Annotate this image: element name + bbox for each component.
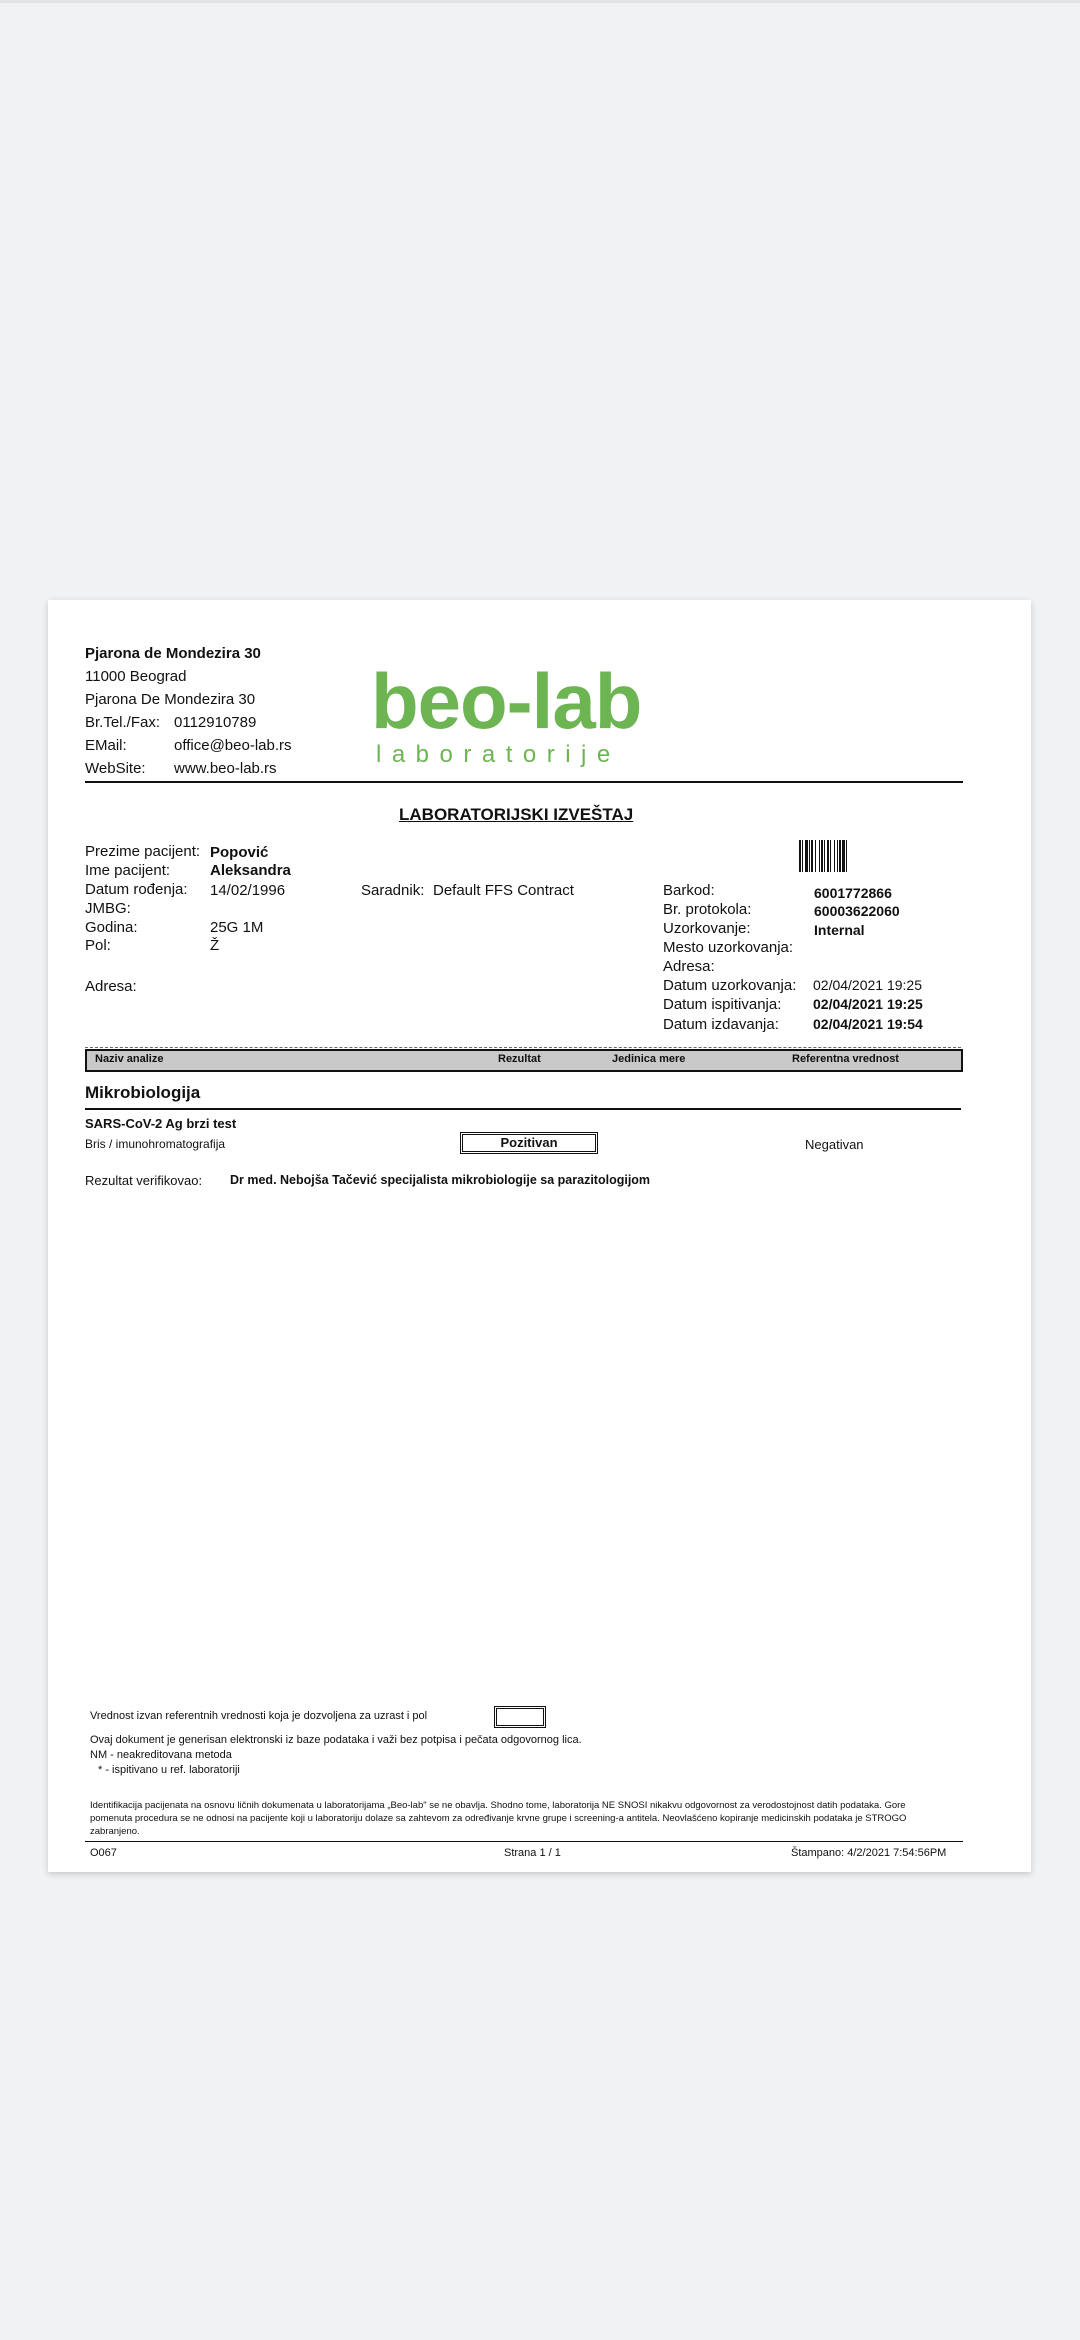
top-edge — [0, 0, 1080, 3]
jmbg-label: JMBG: — [85, 900, 131, 917]
electronic-document-note: Ovaj dokument je generisan elektronski iz baze podataka i važi bez potpisa i pečata odgovornog lica. — [90, 1734, 582, 1746]
column-header-name: Naziv analize — [95, 1053, 164, 1065]
surname-value: Popović — [210, 844, 269, 861]
web-value: www.beo-lab.rs — [174, 760, 277, 777]
sampling-place-label: Mesto uzorkovanja: — [663, 939, 794, 956]
section-title: Mikrobiologija — [85, 1083, 201, 1102]
associate-label: Saradnik: — [361, 882, 425, 899]
patient-address-label: Adresa: — [85, 978, 137, 995]
footer-page-number: Strana 1 / 1 — [504, 1847, 561, 1859]
beo-lab-logo-subtitle: laboratorije — [376, 741, 621, 768]
section-divider — [85, 1108, 961, 1110]
report-title: LABORATORIJSKI IZVEŠTAJ — [399, 805, 634, 824]
footer-divider — [85, 1841, 963, 1842]
verified-by: Dr med. Nebojša Tačević specijalista mikrobiologije sa parazitologijom — [230, 1173, 651, 1187]
surname-label: Prezime pacijent: — [85, 843, 201, 860]
issue-date-label: Datum izdavanja: — [663, 1016, 779, 1033]
phone-value: 0112910789 — [174, 714, 257, 731]
company-city: 11000 Beograd — [85, 668, 187, 685]
protocol-label: Br. protokola: — [663, 901, 752, 918]
sex-label: Pol: — [85, 937, 111, 954]
ref-lab-note: * - ispitivano u ref. laboratoriji — [98, 1764, 240, 1776]
age-value: 25G 1M — [210, 919, 264, 936]
table-header — [85, 1049, 963, 1072]
disclaimer: Identifikacija pacijenata na osnovu ličnih dokumenata u laboratorijama „Beo-lab" se ne obavlja. Shodno tome, laboratorija NE SNOSI nikakvu odgovornost za verodostojnost datih podataka. Gore pomenuta procedura se ne odnosi na pacijente koji u laboratoriju dolaze sa zahtevom za određivanje krvne grupe i screening-a antitela. Neovlašćeno kopiranje medicinskih podataka je STROGO zabranjeno. — [90, 1800, 907, 1837]
beo-lab-logo: beo-lab — [371, 657, 642, 745]
associate-value: Default FFS Contract — [433, 882, 574, 899]
column-header-reference: Referentna vrednost — [792, 1053, 899, 1065]
reference-value: Negativan — [805, 1137, 864, 1152]
phone-label: Br.Tel./Fax: — [85, 714, 161, 731]
test-method: Bris / imunohromatografija — [85, 1137, 226, 1151]
testing-date-label: Datum ispitivanja: — [663, 996, 782, 1013]
company-address: Pjarona De Mondezira 30 — [85, 691, 256, 708]
footer-code: O067 — [90, 1847, 117, 1859]
column-header-unit: Jedinica mere — [612, 1053, 686, 1065]
out-of-range-legend-box — [494, 1706, 546, 1728]
name-label: Ime pacijent: — [85, 862, 171, 879]
out-of-range-legend-text: Vrednost izvan referentnih vrednosti koja je dozvoljena za uzrast i pol — [90, 1710, 428, 1722]
dob-label: Datum rođenja: — [85, 881, 188, 898]
sampling-value: Internal — [814, 922, 865, 938]
nm-note: NM - neakreditovana metoda — [90, 1749, 232, 1761]
sampling-date-label: Datum uzorkovanja: — [663, 977, 797, 994]
name-value: Aleksandra — [210, 862, 291, 879]
lab-report-page — [48, 600, 1031, 1872]
header-divider — [85, 781, 963, 783]
verified-label: Rezultat verifikovao: — [85, 1173, 203, 1188]
sample-address-label: Adresa: — [663, 958, 715, 975]
sampling-label: Uzorkovanje: — [663, 920, 751, 937]
email-label: EMail: — [85, 737, 127, 754]
email-value: office@beo-lab.rs — [174, 737, 292, 754]
company-name: Pjarona de Mondezira 30 — [85, 645, 261, 662]
test-name: SARS-CoV-2 Ag brzi test — [85, 1116, 237, 1131]
footer-printed-timestamp: Štampano: 4/2/2021 7:54:56PM — [791, 1847, 947, 1859]
age-label: Godina: — [85, 919, 138, 936]
table-top-dashed-line — [85, 1047, 961, 1048]
testing-date-value: 02/04/2021 19:25 — [813, 996, 923, 1012]
sampling-date-value: 02/04/2021 19:25 — [813, 977, 922, 993]
protocol-value: 60003622060 — [814, 903, 900, 919]
barcode-bar — [847, 840, 849, 872]
web-label: WebSite: — [85, 760, 146, 777]
barcode-label: Barkod: — [663, 882, 715, 899]
result-value: Pozitivan — [460, 1132, 598, 1154]
sex-value: Ž — [210, 937, 220, 954]
issue-date-value: 02/04/2021 19:54 — [813, 1016, 923, 1032]
barcode-graphic — [799, 840, 871, 872]
barcode-value: 6001772866 — [814, 885, 892, 901]
dob-value: 14/02/1996 — [210, 882, 286, 899]
column-header-result: Rezultat — [498, 1053, 541, 1065]
